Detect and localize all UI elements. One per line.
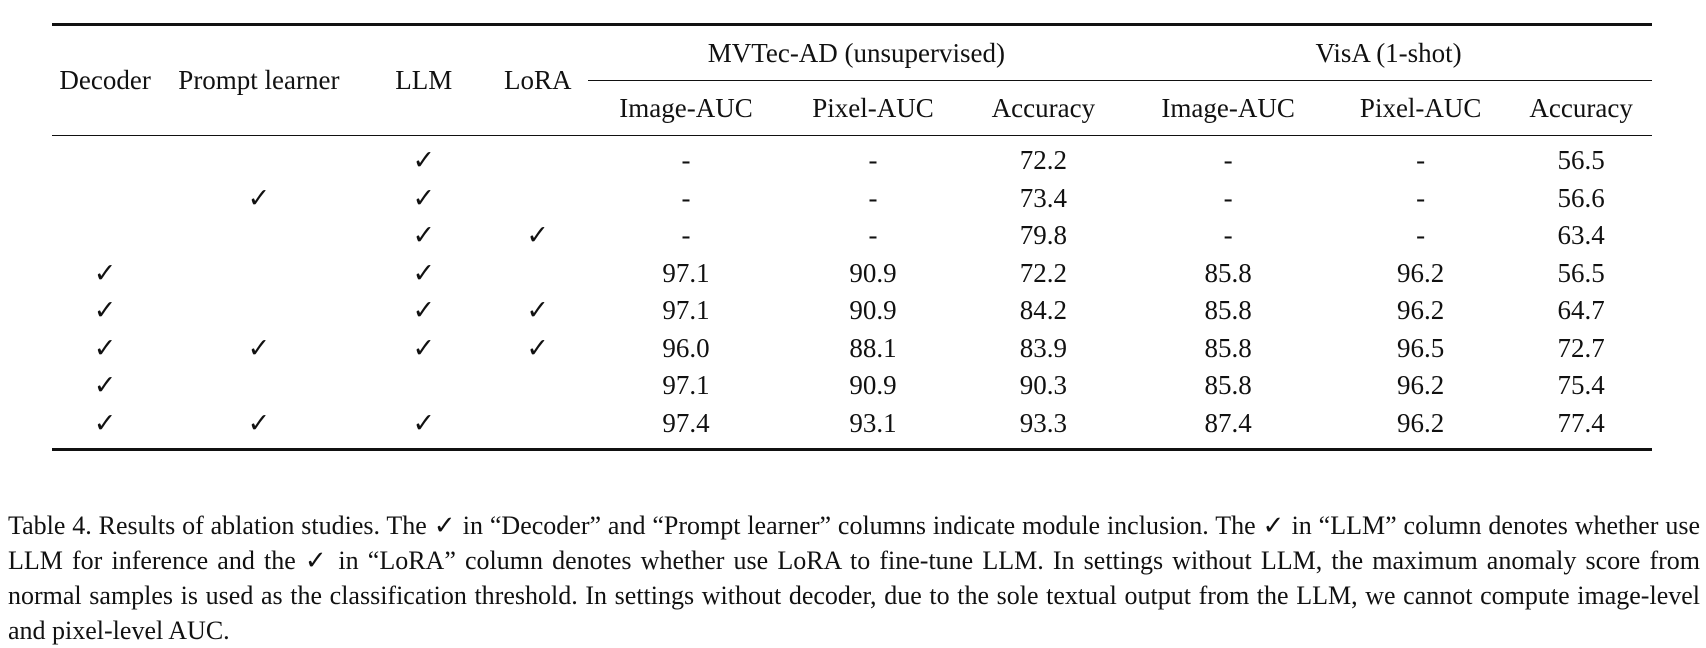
cell-prompt-learner xyxy=(158,292,359,330)
cell-visa-image-auc: - xyxy=(1223,182,1233,213)
cell-visa-accuracy: 56.5 xyxy=(1557,145,1605,176)
cell-prompt-learner xyxy=(158,255,359,293)
cell-decoder xyxy=(52,217,158,255)
cell-mvtec-accuracy: 90.3 xyxy=(1019,370,1067,401)
cell-prompt-learner: ✓ xyxy=(247,182,271,213)
cell-mvtec-image-auc: - xyxy=(681,220,691,251)
cell-mvtec-pixel-auc-best: 93.1 xyxy=(849,407,897,438)
table-header xyxy=(52,25,1652,136)
cell-lora: ✓ xyxy=(526,295,550,326)
cell-mvtec-image-auc: 96.0 xyxy=(662,332,710,363)
cell-visa-image-auc: - xyxy=(1223,145,1233,176)
header-llm: LLM xyxy=(360,25,488,136)
header-lora: LoRA xyxy=(488,25,588,136)
cell-visa-pixel-auc: 96.2 xyxy=(1397,257,1445,288)
cell-llm: ✓ xyxy=(412,407,436,438)
cell-mvtec-pixel-auc: 90.9 xyxy=(849,370,897,401)
cell-visa-pixel-auc: 96.2 xyxy=(1397,407,1445,438)
cell-mvtec-pixel-auc: 90.9 xyxy=(849,257,897,288)
cell-lora: ✓ xyxy=(526,220,550,251)
cell-visa-pixel-auc: - xyxy=(1416,220,1426,251)
cell-mvtec-pixel-auc: - xyxy=(868,145,878,176)
cell-visa-accuracy: 56.6 xyxy=(1557,182,1605,213)
cell-prompt-learner: ✓ xyxy=(247,407,271,438)
cell-visa-accuracy: 56.5 xyxy=(1557,257,1605,288)
table-body xyxy=(52,136,1652,450)
cell-decoder: ✓ xyxy=(93,407,117,438)
cell-visa-pixel-auc-best: 96.5 xyxy=(1397,332,1445,363)
header-visa-accuracy: Accuracy xyxy=(1529,92,1633,123)
cell-decoder: ✓ xyxy=(93,257,117,288)
cell-visa-image-auc-best: 87.4 xyxy=(1204,407,1252,438)
cell-prompt-learner xyxy=(158,367,359,405)
cell-llm: ✓ xyxy=(412,145,436,176)
cell-visa-pixel-auc: - xyxy=(1416,182,1426,213)
table-row xyxy=(52,255,1652,293)
cell-lora xyxy=(488,136,588,180)
cell-prompt-learner xyxy=(158,136,359,180)
cell-llm: ✓ xyxy=(412,257,436,288)
cell-lora xyxy=(488,255,588,293)
cell-llm: ✓ xyxy=(412,220,436,251)
header-mvtec-accuracy: Accuracy xyxy=(991,92,1096,123)
cell-mvtec-accuracy: 72.2 xyxy=(1019,145,1067,176)
cell-mvtec-image-auc: 97.1 xyxy=(662,295,710,326)
cell-mvtec-accuracy: 83.9 xyxy=(1019,332,1067,363)
cell-llm: ✓ xyxy=(412,332,436,363)
cell-mvtec-image-auc: - xyxy=(681,145,691,176)
cell-visa-image-auc: 85.8 xyxy=(1204,257,1252,288)
table-row xyxy=(52,330,1652,368)
cell-visa-image-auc: 85.8 xyxy=(1204,370,1252,401)
header-visa-group: VisA (1-shot) xyxy=(1125,25,1652,81)
cell-mvtec-accuracy: 84.2 xyxy=(1019,295,1067,326)
header-prompt-learner: Prompt learner xyxy=(158,25,359,136)
table-row xyxy=(52,405,1652,450)
cell-mvtec-pixel-auc: 88.1 xyxy=(849,332,897,363)
table-caption: Table 4. Results of ablation studies. The ✓ in “Decoder” and “Prompt learner” columns indicate module inclusion. The ✓ in “LLM” column denotes whether use LLM for inference and the ✓ in “LoRA” column denotes whether use LoRA to fine-tune LLM. In settings without LLM, the maximum anomaly score from normal samples is used as the classification threshold. In settings without decoder, due to the sole textual output from the LLM, we cannot compute image-level and pixel-level AUC. xyxy=(8,511,1700,645)
cell-lora xyxy=(488,405,588,450)
cell-mvtec-image-auc: 97.1 xyxy=(662,257,710,288)
table-row xyxy=(52,136,1652,180)
cell-visa-accuracy: 63.4 xyxy=(1557,220,1605,251)
cell-prompt-learner: ✓ xyxy=(247,332,271,363)
cell-decoder xyxy=(52,136,158,180)
table-row xyxy=(52,292,1652,330)
cell-mvtec-accuracy: 72.2 xyxy=(1019,257,1067,288)
ablation-table xyxy=(52,23,1652,451)
cell-mvtec-image-auc: 97.1 xyxy=(662,370,710,401)
cell-mvtec-pixel-auc: - xyxy=(868,220,878,251)
cell-decoder: ✓ xyxy=(93,295,117,326)
cell-mvtec-pixel-auc: - xyxy=(868,182,878,213)
cell-llm: ✓ xyxy=(412,295,436,326)
cell-lora xyxy=(488,367,588,405)
ablation-table-container xyxy=(52,23,1652,451)
header-row-top xyxy=(52,25,1652,81)
cell-lora: ✓ xyxy=(526,332,550,363)
cell-decoder xyxy=(52,180,158,218)
cell-mvtec-accuracy: 73.4 xyxy=(1019,182,1067,213)
cell-decoder: ✓ xyxy=(93,332,117,363)
cell-visa-pixel-auc: 96.2 xyxy=(1397,295,1445,326)
table-row xyxy=(52,217,1652,255)
cell-mvtec-pixel-auc: 90.9 xyxy=(849,295,897,326)
cell-visa-image-auc: 85.8 xyxy=(1204,295,1252,326)
header-mvtec-pixel-auc: Pixel-AUC xyxy=(812,92,934,123)
cell-llm: ✓ xyxy=(412,182,436,213)
cell-mvtec-accuracy-best: 93.3 xyxy=(1019,407,1067,438)
cell-visa-image-auc: 85.8 xyxy=(1204,332,1252,363)
cell-visa-pixel-auc: 96.2 xyxy=(1397,370,1445,401)
table-row xyxy=(52,367,1652,405)
header-decoder: Decoder xyxy=(52,25,158,136)
cell-visa-accuracy: 75.4 xyxy=(1557,370,1605,401)
cell-mvtec-accuracy: 79.8 xyxy=(1019,220,1067,251)
cell-lora xyxy=(488,180,588,218)
header-visa-pixel-auc: Pixel-AUC xyxy=(1359,92,1482,123)
cell-visa-pixel-auc: - xyxy=(1416,145,1426,176)
cell-visa-accuracy-best: 77.4 xyxy=(1557,407,1605,438)
header-mvtec-image-auc: Image-AUC xyxy=(619,92,753,123)
cell-visa-image-auc: - xyxy=(1223,220,1233,251)
header-mvtec-group: MVTec-AD (unsupervised) xyxy=(588,25,1126,81)
table-row xyxy=(52,180,1652,218)
cell-visa-accuracy: 72.7 xyxy=(1557,332,1605,363)
cell-decoder: ✓ xyxy=(93,370,117,401)
cell-mvtec-image-auc-best: 97.4 xyxy=(662,407,710,438)
cell-prompt-learner xyxy=(158,217,359,255)
cell-llm xyxy=(360,367,488,405)
header-visa-image-auc: Image-AUC xyxy=(1161,92,1295,123)
cell-mvtec-image-auc: - xyxy=(681,182,691,213)
cell-visa-accuracy: 64.7 xyxy=(1557,295,1605,326)
